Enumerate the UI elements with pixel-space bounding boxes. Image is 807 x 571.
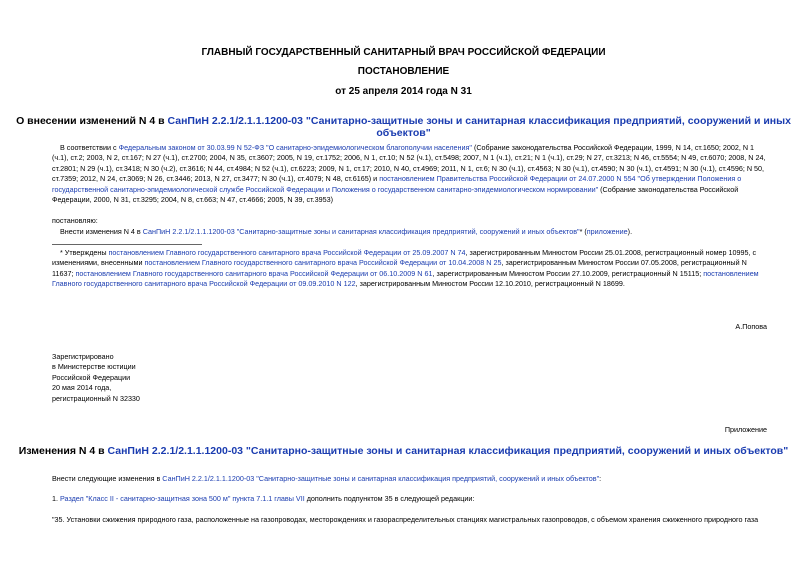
title-prefix: О внесении изменений N 4 в — [16, 115, 168, 127]
registration-line-2: в Министерстве юстиции — [52, 362, 136, 372]
appendix-sanpin-link[interactable]: СанПиН 2.2.1/2.1.1.1200-03 "Санитарно-защитные зоны и санитарная классификация предприятий, сооружений и иных объектов" — [107, 445, 789, 457]
registration-line-3: Российской Федерации — [52, 372, 131, 382]
footnote-link-2[interactable]: постановлением Главного государственного санитарного врача Российской Федерации от 10.04.2008 N 25 — [144, 258, 502, 268]
federal-law-link[interactable]: Федеральным законом от 30.03.99 N 52-ФЗ "О санитарно-эпидемиологическом благополучии населения" — [118, 143, 472, 152]
registration-line-1: Зарегистрировано — [52, 352, 114, 361]
footnote-link-4[interactable]: постановлением Главного государственного санитарного врача Российской Федерации от 09.09.2010 N 122 — [52, 268, 759, 289]
footnote — [52, 248, 767, 290]
section-class-ii-link[interactable]: Раздел "Класс II - санитарно-защитная зона 500 м" пункта 7.1.1 главы VII — [60, 494, 305, 503]
resolve-word: постановляю: — [52, 216, 98, 225]
changes-intro-text-2: : — [599, 474, 602, 483]
document-title — [0, 115, 807, 139]
preamble-text-3: (Собрание законодательства Российской Федерации, 2000, N 31, ст.3295; 2004, N 8, ст.663; N 47, ст.4666; 2005, N 39, ст.3953) — [52, 184, 739, 205]
resolution-text-3: ). — [627, 227, 633, 236]
appendix-title — [0, 445, 807, 457]
changes-intro-text-1: Внести следующие изменения в — [52, 474, 163, 483]
changes-sanpin-link[interactable]: СанПиН 2.2.1/2.1.1.1200-03 "Санитарно-защитные зоны и санитарная классификация предприятий, сооружений и иных объектов" — [162, 474, 600, 483]
sanpin-link[interactable]: СанПиН 2.2.1/2.1.1.1200-03 "Санитарно-защитные зоны и санитарная классификация предприятий, сооружений и иных объектов" — [142, 227, 580, 236]
change-item-1 — [52, 494, 767, 504]
footnote-link-1[interactable]: постановлением Главного государственного санитарного врача Российской Федерации от 25.09.2007 N 74 — [108, 248, 466, 257]
registration-line-5: регистрационный N 32330 — [52, 393, 140, 403]
appendix-label: Приложение — [724, 425, 767, 434]
resolution-paragraph — [52, 227, 767, 237]
change-item-1-text: дополнить подпунктом 35 в следующей редакции: — [304, 494, 475, 503]
footnote-divider — [52, 244, 202, 245]
registration-line-4: 20 мая 2014 года, — [52, 383, 112, 393]
footnote-text-2: , зарегистрированным Минюстом России 25.01.2008, регистрационный номер 10995, с изменениями, внесенными — [52, 248, 757, 268]
footnote-link-3[interactable]: постановлением Главного государственного санитарного врача Российской Федерации от 06.10.2009 N 61 — [75, 268, 433, 278]
document-type: ПОСТАНОВЛЕНИЕ — [357, 66, 450, 77]
footnote-text-4: , зарегистрированным Минюстом России 27.10.2009, регистрационный N 15115; — [432, 268, 704, 278]
preamble-text-1: В соответствии с — [60, 143, 119, 152]
sanpin-title-link[interactable]: СанПиН 2.2.1/2.1.1.1200-03 "Санитарно-защитные зоны и санитарная классификация предприятий, сооружений и иных объектов" — [167, 115, 791, 139]
registration-block — [52, 352, 140, 404]
issuing-authority: ГЛАВНЫЙ ГОСУДАРСТВЕННЫЙ САНИТАРНЫЙ ВРАЧ РОССИЙСКОЙ ФЕДЕРАЦИИ — [201, 47, 606, 58]
footnote-text-1: * Утверждены — [60, 248, 109, 257]
footnote-text-3: , зарегистрированным Минюстом России 07.05.2008, регистрационный N 11637; — [52, 258, 747, 278]
footnote-text-5: , зарегистрированным Минюстом России 12.10.2010, регистрационный N 18699. — [355, 279, 625, 289]
document-date: от 25 апреля 2014 года N 31 — [335, 86, 472, 97]
appendix-title-prefix: Изменения N 4 в — [18, 445, 108, 457]
preamble-text-2: (Собрание законодательства Российской Федерации, 1999, N 14, ст.1650; 2002, N 1 (ч.1), ст.2; 2003, N 2, ст.167; N 27 (ч.1), ст.2700; 2004, N 35, ст.3607; 2005, N 19, ст.1752; 2006, N 1, ст.10; N 52 (ч.1), ст.5498; 2007, N 1 (ч.1), ст.21; N 1 (ч.1), ст.29; N 27, ст.3213; N 46, ст.5554; N 49, ст.6070; 2008, N 24, ст.2801; N 29 (ч.1), ст.3418; N 30 (ч.2), ст.3616; N 44, ст.4984; N 52 (ч.1), ст.6223; 2009, N 1, ст.17; 2010, N 40, ст.4969; 2011, N 1, ст.6; N 30 (ч.1), ст.4563; N 30 (ч.1), ст.4590; N 30 (ч.1), ст.4591; N 30 (ч.1), ст.4596; N 50, ст.7359; 2012, N 24, ст.3069; N 26, ст.3446; 2013, N 27, ст.3477; N 30 (ч.1), ст.4079; N 48, ст.6165) и — [52, 143, 766, 184]
changes-intro — [52, 474, 767, 484]
signature: А.Попова — [735, 322, 767, 331]
government-resolution-link[interactable]: постановлением Правительства Российской Федерации от 24.07.2000 N 554 "Об утверждении Положения о государственной санитарно-эпидемиологической службе Российской Федерации и Положения о государственном санитарно-эпидемиологическом нормировании" — [52, 174, 742, 194]
resolution-text-2: * ( — [579, 227, 587, 236]
subclause-35: "35. Установки сжижения природного газа, расположенные на газопроводах, месторождениях и газораспределительных станциях магистральных газопроводов, с объемом хранения сжиженного природного газа — [52, 515, 759, 524]
preamble-paragraph — [52, 143, 767, 205]
resolution-text-1: Внести изменения N 4 в — [60, 227, 143, 236]
appendix-link[interactable]: приложение — [586, 227, 628, 236]
change-item-1-number: 1. — [52, 494, 60, 503]
